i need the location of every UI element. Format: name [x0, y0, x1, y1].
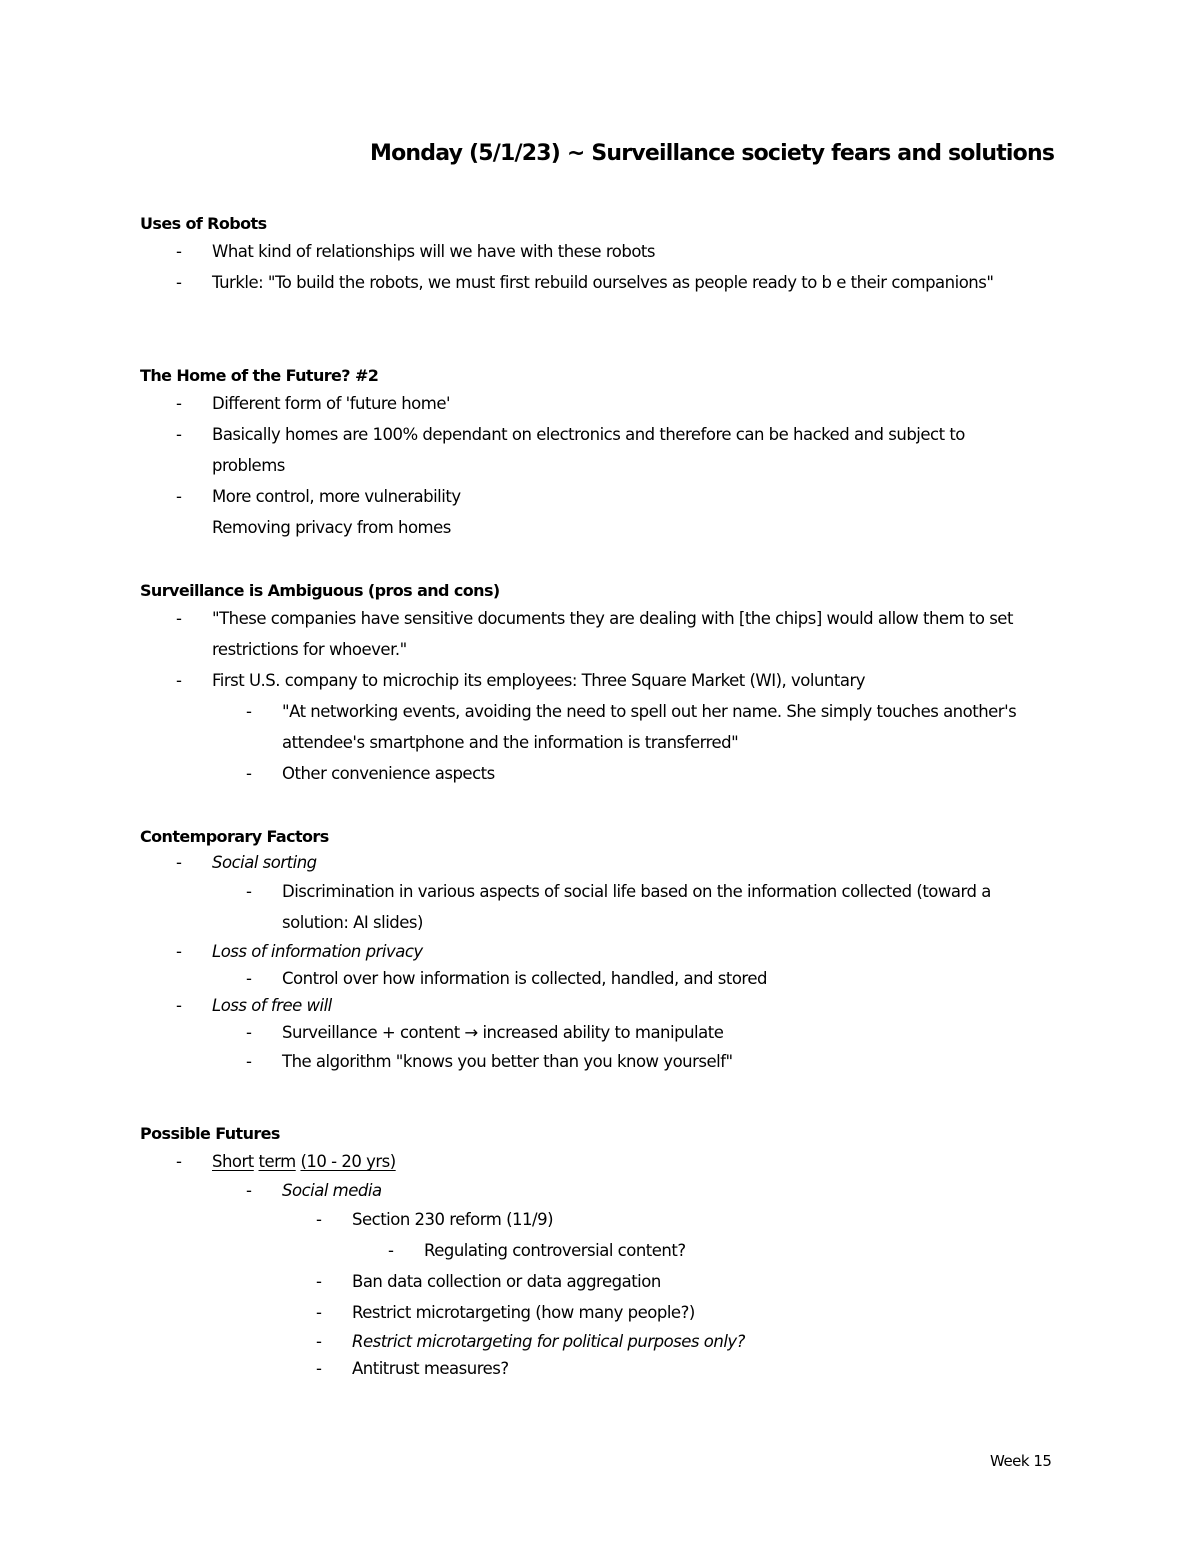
bullet-dash: - [176, 425, 182, 444]
bullet-dash: - [388, 1241, 394, 1260]
short-term-word: term [258, 1152, 296, 1171]
bullet-dash: - [176, 996, 182, 1015]
section-heading: Possible Futures [140, 1124, 280, 1143]
list-item-text: Social media [282, 1181, 382, 1200]
sub-sub-list-item [140, 1355, 1040, 1382]
list-item-text: Loss of free will [212, 996, 332, 1015]
bullet-dash: - [176, 242, 182, 261]
list-item-text: Loss of information privacy [212, 942, 423, 961]
section-heading: The Home of the Future? #2 [140, 366, 379, 385]
bullet-dash: - [316, 1332, 322, 1351]
list-item-text: "These companies have sensitive documents they are dealing with [the chips] would allow them to set restrictions for whoever." [212, 609, 1013, 659]
bullet-dash: - [176, 394, 182, 413]
list-item [140, 419, 1040, 481]
list-item-text: Discrimination in various aspects of social life based on the information collected (toward a solution: AI slides) [282, 882, 991, 932]
list-item-text: Restrict microtargeting for political purposes only? [352, 1332, 745, 1351]
list-item-text: Social sorting [212, 853, 317, 872]
sub-sub-list-item [140, 1297, 1040, 1328]
bullet-dash: - [246, 1181, 252, 1200]
sub-list-item [140, 1046, 1040, 1077]
sub-sub-sub-list-item [140, 1235, 1040, 1266]
bullet-dash: - [246, 882, 252, 901]
bullet-dash: - [246, 969, 252, 988]
bullet-dash: - [176, 671, 182, 690]
section-heading: Surveillance is Ambiguous (pros and cons) [140, 581, 500, 600]
bullet-dash: - [316, 1210, 322, 1229]
list-item-text: What kind of relationships will we have with these robots [212, 242, 655, 261]
bullet-dash: - [176, 609, 182, 628]
bullet-dash: - [176, 853, 182, 872]
list-item-text: Different form of 'future home' [212, 394, 451, 413]
bullet-dash: - [316, 1303, 322, 1322]
section-surveillance-ambiguous [140, 579, 1040, 789]
list-item [140, 938, 1040, 965]
list-item [140, 992, 1040, 1019]
list-item-text: Control over how information is collected, handled, and stored [282, 969, 767, 988]
sub-list-item [140, 696, 1040, 758]
bullet-dash: - [176, 487, 182, 506]
bullet-dash: - [246, 1052, 252, 1071]
list-item-continuation [140, 512, 1040, 543]
list-item-text: Antitrust measures? [352, 1359, 509, 1378]
list-item-text: Turkle: "To build the robots, we must first rebuild ourselves as people ready to b e their companions" [212, 273, 994, 292]
sub-list-item [140, 965, 1040, 992]
list-item-text: Other convenience aspects [282, 764, 495, 783]
page-footer: Week 15 [990, 1452, 1052, 1470]
section-heading: Uses of Robots [140, 214, 267, 233]
list-item-text: Removing privacy from homes [212, 518, 451, 537]
bullet-dash: - [316, 1359, 322, 1378]
list-item-text: The algorithm "knows you better than you know yourself" [282, 1052, 733, 1071]
section-contemporary-factors [140, 825, 1040, 1077]
section-uses-of-robots [140, 212, 1040, 298]
sub-list-item [140, 758, 1040, 789]
list-item-text: Section 230 reform (11/9) [352, 1210, 554, 1229]
list-item [140, 388, 1040, 419]
list-item [140, 236, 1040, 267]
section-home-of-the-future [140, 364, 1040, 543]
list-item-text: Ban data collection or data aggregation [352, 1272, 661, 1291]
list-item-text: "At networking events, avoiding the need to spell out her name. She simply touches another's attendee's smartphone and the information is transferred" [282, 702, 1017, 752]
sub-sub-list-item [140, 1204, 1040, 1235]
list-item-text: Restrict microtargeting (how many people?) [352, 1303, 695, 1322]
section-possible-futures [140, 1122, 1040, 1382]
sub-sub-list-item [140, 1266, 1040, 1297]
bullet-dash: - [316, 1272, 322, 1291]
list-item [140, 603, 1040, 665]
list-item-text: First U.S. company to microchip its employees: Three Square Market (WI), voluntary [212, 671, 866, 690]
list-item [140, 481, 1040, 512]
list-item-text: More control, more vulnerability [212, 487, 461, 506]
bullet-dash: - [176, 1152, 182, 1171]
list-item-text: Regulating controversial content? [424, 1241, 686, 1260]
list-item [140, 1146, 1040, 1177]
bullet-dash: - [176, 273, 182, 292]
sub-list-item [140, 1177, 1040, 1204]
list-item [140, 267, 1040, 298]
list-item [140, 665, 1040, 696]
section-heading: Contemporary Factors [140, 827, 329, 846]
sub-sub-list-item [140, 1328, 1040, 1355]
bullet-dash: - [246, 702, 252, 721]
bullet-dash: - [176, 942, 182, 961]
bullet-dash: - [246, 1023, 252, 1042]
short-term-word: Short [212, 1152, 254, 1171]
page-title: Monday (5/1/23) ~ Surveillance society fears and solutions [370, 141, 1055, 166]
sub-list-item [140, 1019, 1040, 1046]
bullet-dash: - [246, 764, 252, 783]
short-term-range: (10 - 20 yrs) [300, 1152, 396, 1171]
list-item-text: Basically homes are 100% dependant on electronics and therefore can be hacked and subject to problems [212, 425, 965, 475]
sub-list-item [140, 876, 1040, 938]
list-item-text: Surveillance + content → increased ability to manipulate [282, 1023, 724, 1042]
list-item [140, 849, 1040, 876]
